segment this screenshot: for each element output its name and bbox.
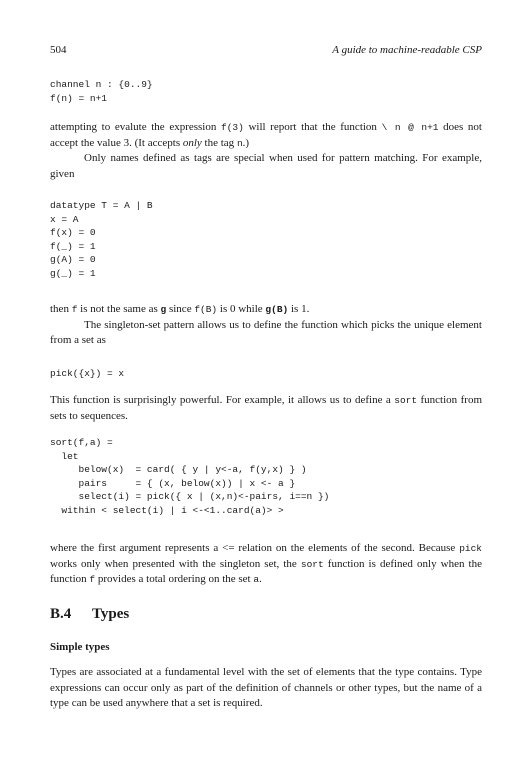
paragraph-powerful: This function is surprisingly powerful. For example, it allows us to define a sort function from sets to sequences. bbox=[50, 394, 483, 422]
section-number: B.4 bbox=[50, 606, 72, 622]
code-line: channel n : {0..9} bbox=[50, 79, 153, 90]
code-line: f(_) = 1 bbox=[50, 240, 96, 252]
code-line: sort(f,a) = bbox=[50, 437, 113, 448]
code-line: pick({x}) = x bbox=[50, 368, 125, 379]
paragraph-tags: Only names defined as tags are special when used for pattern matching. For example, given bbox=[50, 152, 482, 180]
code-line: pairs = { (x, below(x)) | x <- a } bbox=[50, 477, 296, 489]
code-block-datatype bbox=[50, 199, 482, 280]
code-line: below(x) = card( { y | y<-a, f(y,x) } ) bbox=[50, 464, 307, 475]
code-line: f(x) = 0 bbox=[50, 227, 96, 238]
page-number: 504 bbox=[50, 44, 67, 56]
paragraph-singleton: The singleton-set pattern allows us to define the function which picks the unique element from a set as bbox=[50, 318, 482, 346]
code-line: select(i) = pick({ x | (x,n)<-pairs, i==n }) bbox=[50, 491, 330, 502]
code-block-sort bbox=[50, 436, 482, 517]
code-line: within < select(i) | i <-<1..card(a)> > bbox=[50, 504, 284, 516]
running-title: A guide to machine-readable CSP bbox=[332, 44, 482, 56]
code-block-channel bbox=[50, 78, 482, 105]
section-title: Types bbox=[92, 606, 130, 622]
code-line: let bbox=[50, 450, 79, 462]
subsection-title: Simple types bbox=[50, 641, 110, 653]
code-line: x = A bbox=[50, 213, 79, 225]
paragraph-where: where the first argument represents a <= relation on the elements of the second. Because pick works only when presented with the singleton set, the sort function is defined only when the function f provides a total ordering on the set a. bbox=[50, 542, 482, 585]
code-line: g(_) = 1 bbox=[50, 267, 96, 279]
code-line: g(A) = 0 bbox=[50, 254, 96, 265]
code-line: datatype T = A | B bbox=[50, 200, 153, 211]
code-block-pick bbox=[50, 367, 482, 381]
paragraph-evaluate: attempting to evalute the expression f(3) will report that the function \ n @ n+1 does not accept the value 3. (It accepts only the tag n.) Only names defined as tags are special when used for pattern matching. For example, given bbox=[50, 120, 482, 182]
paragraph-not-same: then f is not the same as g since f(B) is 0 while g(B) is 1. The singleton-set pattern allows us to define the function which picks the unique element from a set as bbox=[50, 302, 482, 349]
code-line: f(n) = n+1 bbox=[50, 92, 108, 104]
paragraph-types: Types are associated at a fundamental level with the set of elements that the type contains. Type expressions can occur only as part of the definition of channels or other types, but the name of a type can be used anywhere that a set is required. bbox=[50, 666, 482, 709]
